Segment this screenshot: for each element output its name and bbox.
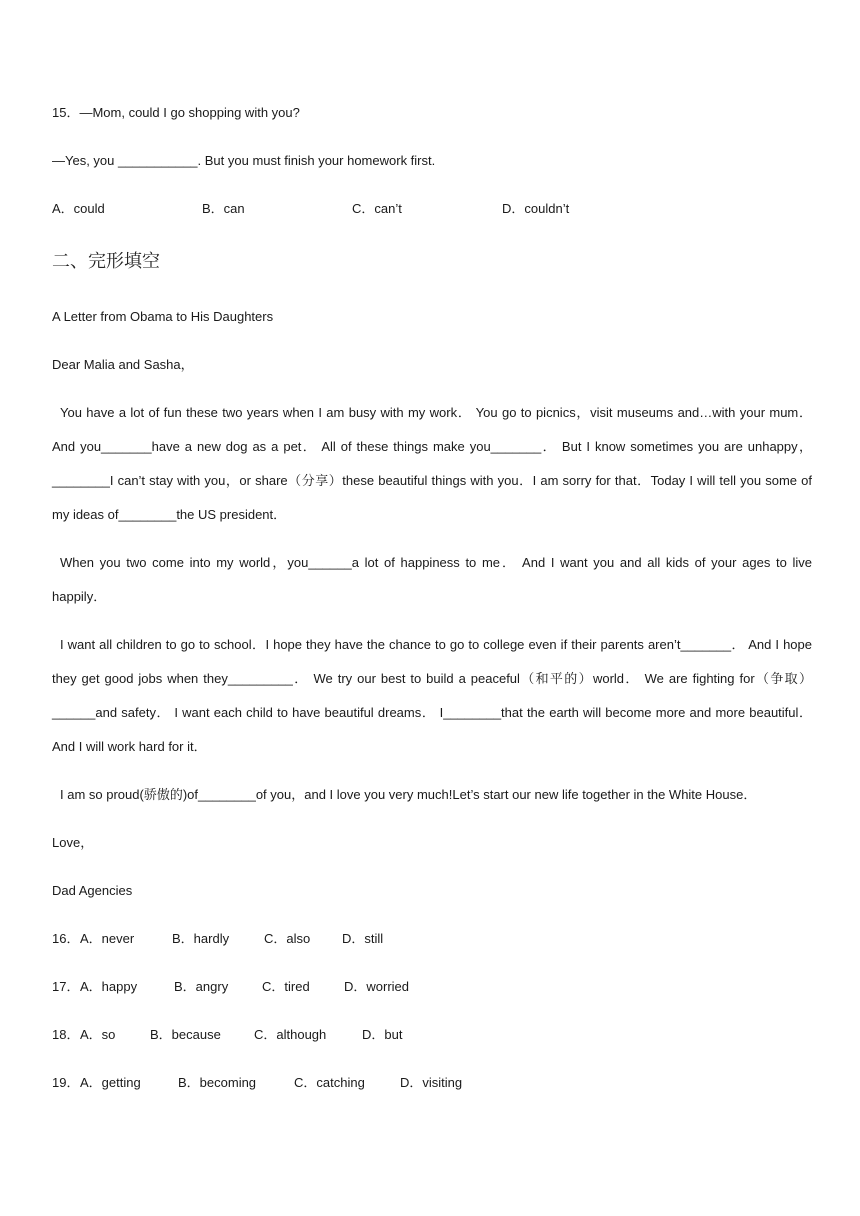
question-16 — [52, 931, 383, 947]
question-19 — [52, 1075, 462, 1091]
letter-title: A Letter from Obama to His Daughters — [52, 309, 274, 324]
question-number: 19． — [52, 1075, 80, 1090]
question-number: 18． — [52, 1027, 80, 1042]
option-a: A．never — [80, 931, 135, 946]
option-b: B．becoming — [178, 1075, 257, 1090]
paragraph-2-text: When you two come into my world，you______a lot of happiness to me． And I want you and all kids of your ages to live happily． — [52, 555, 812, 604]
q15-reply: —Yes, you ___________. But you must finish your homework first. — [52, 153, 436, 168]
letter-paragraph-2 — [52, 546, 812, 614]
option-b: B．hardly — [172, 931, 230, 946]
option-b: B．because — [150, 1027, 221, 1042]
letter-signature: Dad Agencies — [52, 883, 133, 898]
question-number: 16． — [52, 931, 80, 946]
paragraph-3-text: I want all children to go to school．I hope they have the chance to go to college even if their parents aren’t_______． And I hope they get good jobs when they_________． We try our best to build a peaceful（和平的）world． We are fighting for（争取）______and safety． I want each child to have beautiful dreams． I________that the earth will become more and more beautiful． And I will work hard for it． — [52, 637, 812, 754]
option-a: A．so — [80, 1027, 116, 1042]
option-c: C．although — [254, 1027, 327, 1042]
paragraph-1-text: You have a lot of fun these two years when I am busy with my work． You go to picnics，visit museums and…with your mum． And you_______have a new dog as a pet． All of these things make you_______． But I know sometimes you are unhappy，________I can’t stay with you，or share（分享）these beautiful things with you．I am sorry for that．Today I will tell you some of my ideas of________the US president． — [52, 405, 812, 522]
q15-option-d: D．couldn’t — [502, 201, 570, 216]
question-18 — [52, 1027, 402, 1043]
letter-paragraph-1 — [52, 396, 812, 532]
option-d: D．but — [362, 1027, 403, 1042]
q15-stem: 15．—Mom, could I go shopping with you? — [52, 105, 300, 120]
option-d: D．visiting — [400, 1075, 463, 1090]
q15-option-c: C．can’t — [352, 201, 402, 216]
option-d: D．still — [342, 931, 384, 946]
letter-paragraph-3 — [52, 628, 812, 764]
letter-closing: Love， — [52, 835, 94, 850]
section-title: 二、完形填空 — [52, 251, 160, 272]
paragraph-4-text: I am so proud(骄傲的)of________of you，and I love you very much!Let’s start our new life together in the White House． — [60, 787, 757, 802]
option-c: C．also — [264, 931, 311, 946]
letter-salutation: Dear Malia and Sasha， — [52, 357, 194, 372]
letter-paragraph-4 — [52, 778, 812, 812]
q15-option-a: A．could — [52, 201, 105, 216]
option-b: B．angry — [174, 979, 229, 994]
question-number: 17． — [52, 979, 80, 994]
question-17 — [52, 979, 409, 995]
option-c: C．catching — [294, 1075, 365, 1090]
q15-option-b: B．can — [202, 201, 245, 216]
option-d: D．worried — [344, 979, 410, 994]
option-a: A．getting — [80, 1075, 141, 1090]
option-c: C．tired — [262, 979, 310, 994]
q15-options — [52, 201, 569, 217]
option-a: A．happy — [80, 979, 138, 994]
